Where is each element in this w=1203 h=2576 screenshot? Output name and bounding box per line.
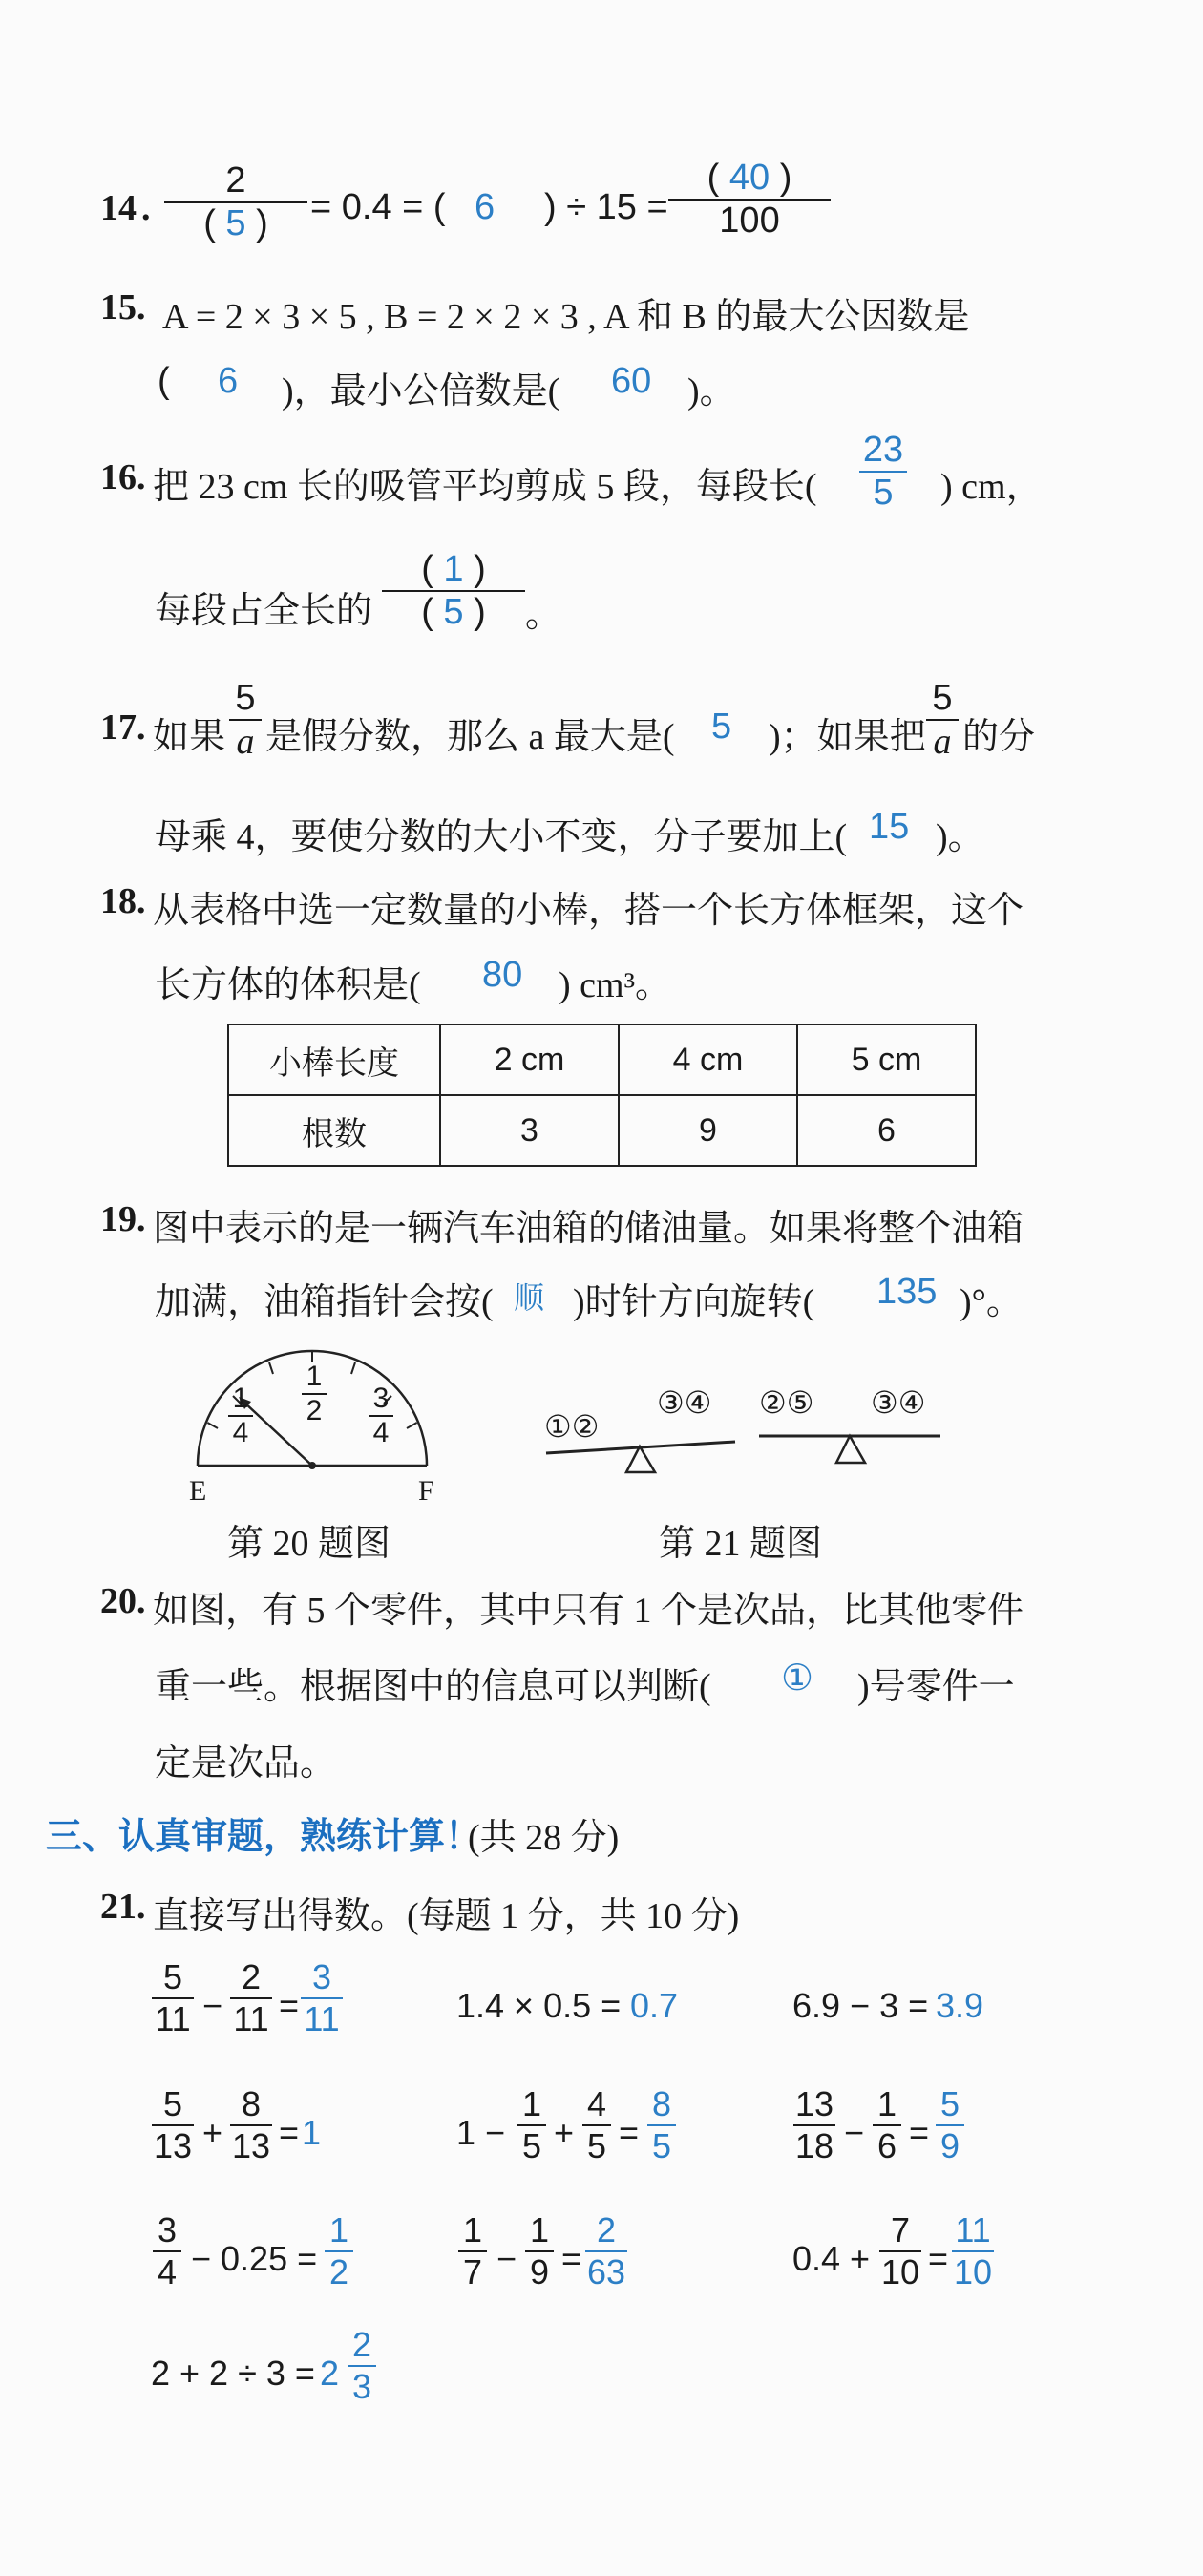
question-number: 21. <box>100 1887 146 1927</box>
fraction: 7 10 <box>880 2210 920 2291</box>
answer: 0.7 <box>630 1986 679 2025</box>
question-number: 20. <box>100 1581 146 1621</box>
answer: 5 <box>711 707 732 747</box>
answer: ① <box>781 1658 814 1699</box>
sticks-table <box>227 1024 977 1167</box>
fraction: 1 9 <box>523 2210 556 2292</box>
fraction: ( 1 ) ( 5 ) <box>382 549 525 633</box>
fraction: 3 4 <box>151 2210 183 2292</box>
question-number: 15. <box>100 287 146 327</box>
answer-fraction: 8 5 <box>645 2084 678 2166</box>
answer: 15 <box>869 807 910 847</box>
gauge-full-label: F <box>418 1475 434 1507</box>
question-number: 18. <box>100 881 146 921</box>
fraction: 2 11 <box>229 1957 273 2039</box>
fraction: 1 6 <box>871 2084 903 2166</box>
answer: 5 <box>225 203 246 243</box>
section-score: (共 28 分) <box>468 1818 620 1858</box>
gauge-empty-label: E <box>189 1475 207 1507</box>
answer: 60 <box>611 361 652 401</box>
figure-caption: 第 21 题图 <box>659 1524 823 1564</box>
fraction: 1 5 <box>516 2084 548 2166</box>
answer: 6 <box>475 187 496 227</box>
answer: 135 <box>876 1272 938 1312</box>
answer: 3.9 <box>936 1986 984 2025</box>
section-title: 三、认真审题，熟练计算！ <box>46 1817 482 1857</box>
table-row: 小棒长度 2 cm 4 cm 5 cm <box>228 1024 976 1095</box>
left-pan-parts: ②⑤ <box>759 1385 814 1420</box>
answer: 1 <box>302 2113 322 2152</box>
fraction: 13 18 <box>794 2084 834 2165</box>
fraction: 5 11 <box>151 1957 195 2039</box>
gauge-label-quarter: 1 4 <box>227 1383 254 1449</box>
question-number: 17. <box>100 707 146 748</box>
fraction: 5 13 <box>153 2084 193 2165</box>
answer: 2 <box>320 2354 340 2393</box>
right-pan-parts: ③④ <box>657 1385 712 1420</box>
answer-fraction: 1 2 <box>323 2210 355 2292</box>
figure-caption: 第 20 题图 <box>227 1524 391 1564</box>
fraction: 4 5 <box>580 2084 613 2166</box>
fraction: ( 40 ) 100 <box>668 158 831 242</box>
left-pan-parts: ①② <box>544 1409 600 1444</box>
answer-fraction: 23 5 <box>859 430 907 514</box>
answer-fraction: 2 63 <box>586 2210 626 2291</box>
gauge-label-half: 1 2 <box>301 1361 327 1427</box>
right-pan-parts: ③④ <box>871 1385 926 1420</box>
answer: 40 <box>728 158 770 198</box>
fraction: 2 ( 5 ) <box>164 160 307 244</box>
question-number: 16. <box>100 457 146 497</box>
answer: 6 <box>218 361 239 401</box>
answer-fraction: 5 9 <box>934 2084 966 2166</box>
table-row: 根数 3 9 6 <box>228 1095 976 1166</box>
answer: 80 <box>482 955 523 995</box>
answer-fraction: 11 10 <box>953 2210 993 2291</box>
answer-fraction: 2 3 <box>346 2325 378 2407</box>
question-number: 19. <box>100 1199 146 1239</box>
gauge-label-three-quarters: 3 4 <box>368 1383 394 1449</box>
fraction: 1 7 <box>456 2210 489 2292</box>
answer-fraction: 3 11 <box>300 1957 344 2039</box>
answer: 顺 <box>514 1280 545 1315</box>
fraction: 5 a <box>229 678 262 763</box>
fraction: 8 13 <box>231 2084 271 2165</box>
fraction: 5 a <box>926 678 959 763</box>
question-number: 14 <box>100 188 137 228</box>
